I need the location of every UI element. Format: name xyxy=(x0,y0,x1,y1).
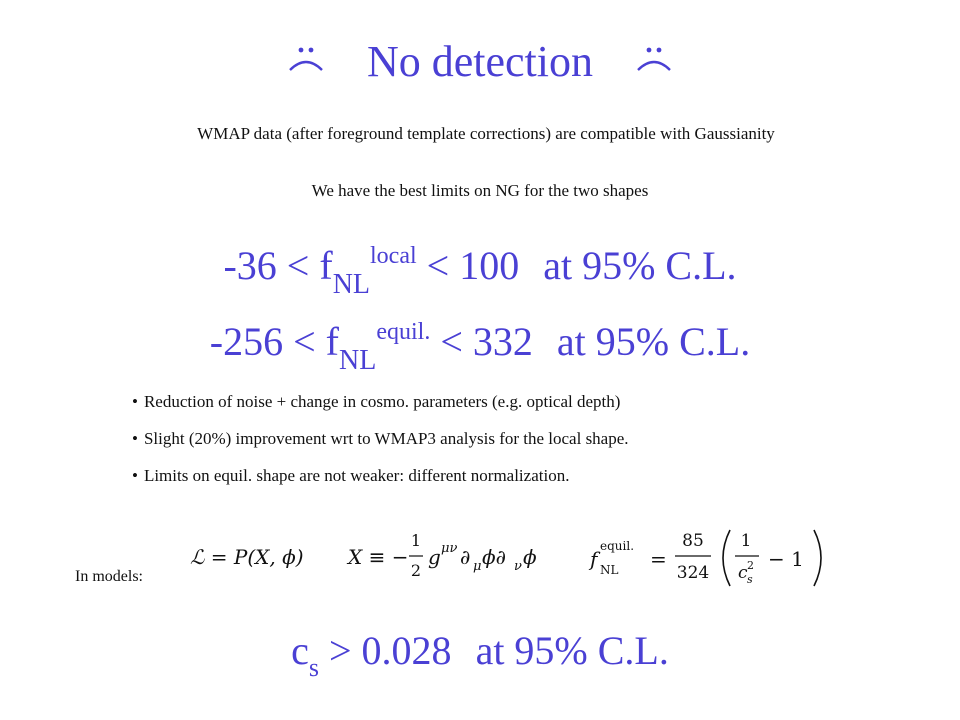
equation-fnl-sup: equil. xyxy=(600,539,635,553)
bullet-text: Limits on equil. shape are not weaker: different normalization. xyxy=(143,466,570,485)
equation-x-phi-partial: ϕ∂ xyxy=(482,545,506,569)
limit-f: f xyxy=(319,243,333,288)
bullet-text: Slight (20%) improvement wrt to WMAP3 analysis for the local shape. xyxy=(143,429,629,448)
models-label: In models: xyxy=(75,568,143,585)
equation-fnl-eq: = xyxy=(650,547,667,571)
equation-fnl-den: 324 xyxy=(676,563,710,583)
sad-face-icon xyxy=(286,32,326,88)
equation-x-sub-mu: μ xyxy=(473,559,482,574)
equation-x-g: g xyxy=(428,545,441,569)
limit-upper: < 332 xyxy=(440,319,533,364)
sad-face-icon xyxy=(634,32,674,88)
cs-c: c xyxy=(291,628,309,673)
page-title: No detection xyxy=(366,37,594,86)
model-equations xyxy=(190,520,840,590)
equation-x-g-sup: μν xyxy=(441,541,458,556)
limit-upper: < 100 xyxy=(426,243,520,288)
title-row xyxy=(0,34,960,94)
limit-subscript: NL xyxy=(332,269,371,300)
equation-fnl-inner-sub: s xyxy=(747,573,753,586)
bullet-icon: • xyxy=(132,429,138,448)
list-item xyxy=(132,390,629,427)
equation-fnl-tail: − 1 xyxy=(768,547,804,571)
cs-confidence: at 95% C.L. xyxy=(475,628,669,673)
bullet-list xyxy=(132,390,629,501)
cs-subscript: s xyxy=(308,653,319,682)
limit-equilateral xyxy=(0,318,960,376)
equation-fnl-inner-num: 1 xyxy=(740,531,752,551)
equation-lagrangian: ℒ = P(X, ϕ) xyxy=(190,545,304,569)
limit-f: f xyxy=(325,319,339,364)
equation-fnl-f: f xyxy=(590,547,598,571)
equation-x-partial1: ∂ xyxy=(460,545,471,569)
limit-local xyxy=(0,242,960,300)
limit-lower: -36 < xyxy=(223,243,310,288)
list-item xyxy=(132,464,629,501)
limit-lower: -256 < xyxy=(209,319,316,364)
equation-x-frac-den: 2 xyxy=(410,561,422,580)
limit-confidence: at 95% C.L. xyxy=(556,319,751,364)
equation-x-frac-num: 1 xyxy=(410,531,422,550)
equation-x-phi-end: ϕ xyxy=(523,545,537,569)
limit-confidence: at 95% C.L. xyxy=(543,243,737,288)
equation-fnl-inner-c: c xyxy=(738,563,748,583)
list-item xyxy=(132,427,629,464)
equation-fnl-num: 85 xyxy=(682,531,704,551)
equation-x-lhs: X ≡ − xyxy=(348,545,409,569)
equation-fnl-inner-sup: 2 xyxy=(747,559,754,572)
cs-limit xyxy=(0,626,960,681)
limit-superscript: equil. xyxy=(376,319,431,345)
cs-value: > 0.028 xyxy=(329,628,452,673)
equation-fnl-sub: NL xyxy=(600,563,619,577)
subtitle-best-limits: We have the best limits on NG for the two shapes xyxy=(311,181,649,200)
bullet-text: Reduction of noise + change in cosmo. parameters (e.g. optical depth) xyxy=(143,392,621,411)
subtitle-gaussianity: WMAP data (after foreground template corrections) are compatible with Gaussianity xyxy=(197,124,775,143)
bullet-icon: • xyxy=(132,466,138,485)
equation-x-sub-nu: ν xyxy=(514,559,522,574)
bullet-icon: • xyxy=(132,392,138,411)
limit-superscript: local xyxy=(370,243,417,269)
limit-subscript: NL xyxy=(339,345,377,376)
